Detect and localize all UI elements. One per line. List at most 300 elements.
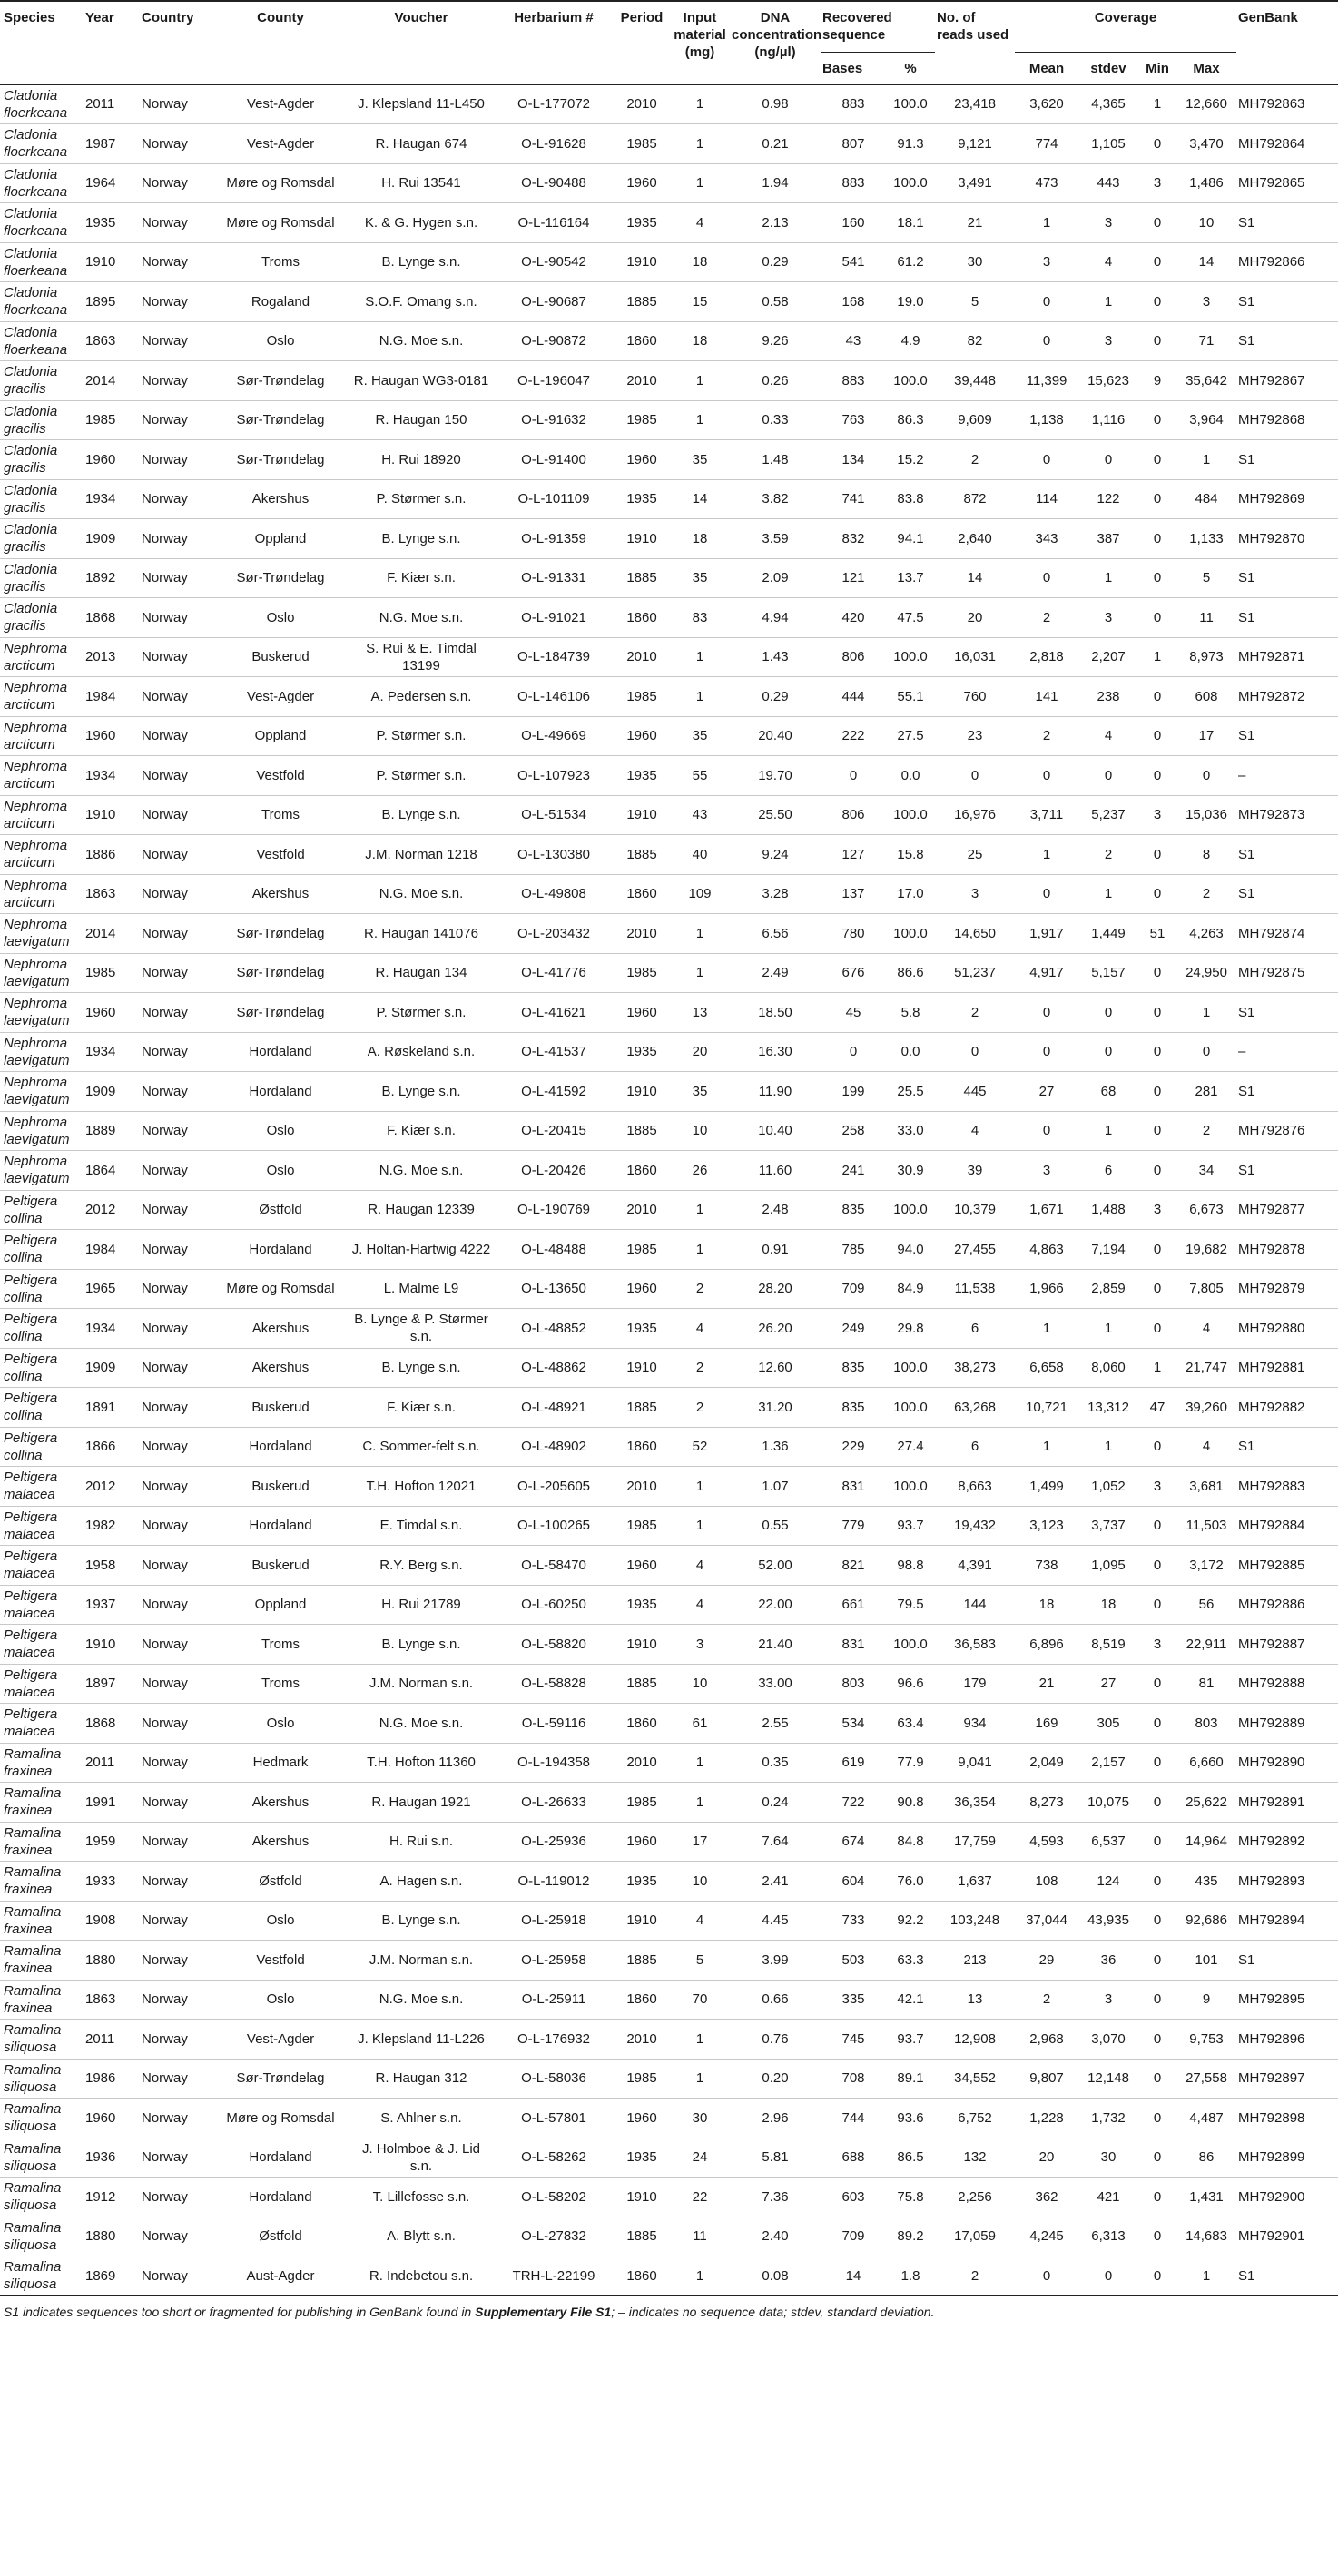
cell-input: 4 <box>670 1901 730 1941</box>
cell-period: 1885 <box>614 835 670 875</box>
cell-country: Norway <box>140 953 212 993</box>
cell-mean: 6,658 <box>1015 1348 1078 1388</box>
cell-mean: 108 <box>1015 1862 1078 1902</box>
cell-country: Norway <box>140 1269 212 1309</box>
cell-period: 1910 <box>614 1625 670 1665</box>
cell-input: 10 <box>670 1111 730 1151</box>
cell-max: 2 <box>1176 1111 1236 1151</box>
cell-reads: 4 <box>935 1111 1015 1151</box>
cell-year: 1985 <box>84 953 140 993</box>
cell-min: 0 <box>1138 321 1176 361</box>
cell-country: Norway <box>140 321 212 361</box>
cell-voucher: A. Blytt s.n. <box>349 2217 494 2256</box>
cell-stdev: 4 <box>1078 716 1138 756</box>
cell-year: 1866 <box>84 1427 140 1467</box>
cell-mean: 141 <box>1015 677 1078 717</box>
table-row <box>0 677 1338 717</box>
cell-percent: 55.1 <box>886 677 935 717</box>
cell-mean: 2 <box>1015 716 1078 756</box>
cell-voucher: R. Haugan 1921 <box>349 1783 494 1823</box>
cell-input: 30 <box>670 2099 730 2138</box>
cell-percent: 100.0 <box>886 1625 935 1665</box>
cell-country: Norway <box>140 2099 212 2138</box>
cell-dna: 2.55 <box>730 1704 821 1744</box>
cell-herbarium: O-L-58036 <box>494 2059 614 2099</box>
cell-voucher: J.M. Norman s.n. <box>349 1664 494 1704</box>
cell-stdev: 0 <box>1078 1032 1138 1072</box>
cell-period: 1985 <box>614 124 670 164</box>
cell-percent: 76.0 <box>886 1862 935 1902</box>
table-row <box>0 558 1338 598</box>
cell-county: Hordaland <box>212 2178 349 2217</box>
cell-max: 24,950 <box>1176 953 1236 993</box>
cell-stdev: 443 <box>1078 163 1138 203</box>
cell-stdev: 36 <box>1078 1941 1138 1981</box>
cell-county: Hedmark <box>212 1743 349 1783</box>
cell-country: Norway <box>140 361 212 401</box>
cell-percent: 75.8 <box>886 2178 935 2217</box>
cell-dna: 1.36 <box>730 1427 821 1467</box>
cell-period: 1935 <box>614 2138 670 2178</box>
cell-herbarium: O-L-59116 <box>494 1704 614 1744</box>
cell-herbarium: O-L-177072 <box>494 84 614 124</box>
cell-herbarium: O-L-119012 <box>494 1862 614 1902</box>
cell-voucher: P. Størmer s.n. <box>349 993 494 1033</box>
cell-dna: 3.82 <box>730 479 821 519</box>
cell-county: Sør-Trøndelag <box>212 993 349 1033</box>
cell-period: 1860 <box>614 2256 670 2296</box>
cell-stdev: 1,732 <box>1078 2099 1138 2138</box>
cell-bases: 199 <box>821 1072 886 1112</box>
cell-dna: 0.33 <box>730 400 821 440</box>
cell-reads: 20 <box>935 598 1015 638</box>
cell-dna: 0.58 <box>730 282 821 322</box>
cell-stdev: 6 <box>1078 1151 1138 1191</box>
cell-herbarium: O-L-58202 <box>494 2178 614 2217</box>
cell-county: Møre og Romsdal <box>212 1269 349 1309</box>
cell-herbarium: O-L-91632 <box>494 400 614 440</box>
cell-stdev: 68 <box>1078 1072 1138 1112</box>
cell-max: 4,487 <box>1176 2099 1236 2138</box>
cell-voucher: T. Lillefosse s.n. <box>349 2178 494 2217</box>
cell-year: 1864 <box>84 1151 140 1191</box>
cell-genbank: MH792868 <box>1236 400 1338 440</box>
cell-genbank: MH792894 <box>1236 1901 1338 1941</box>
cell-max: 17 <box>1176 716 1236 756</box>
cell-dna: 0.66 <box>730 1980 821 2020</box>
cell-dna: 9.24 <box>730 835 821 875</box>
footnote-text: S1 indicates sequences too short or fragmented for publishing in GenBank found in <box>4 2305 476 2319</box>
cell-max: 71 <box>1176 321 1236 361</box>
cell-country: Norway <box>140 993 212 1033</box>
cell-reads: 2 <box>935 993 1015 1033</box>
cell-min: 0 <box>1138 677 1176 717</box>
table-row <box>0 1980 1338 2020</box>
table-row <box>0 1309 1338 1349</box>
cell-herbarium: O-L-91331 <box>494 558 614 598</box>
cell-country: Norway <box>140 2217 212 2256</box>
cell-period: 1985 <box>614 1783 670 1823</box>
cell-genbank: MH792883 <box>1236 1467 1338 1507</box>
cell-species: Nephroma laevigatum <box>0 953 84 993</box>
cell-herbarium: O-L-27832 <box>494 2217 614 2256</box>
cell-country: Norway <box>140 716 212 756</box>
cell-country: Norway <box>140 400 212 440</box>
cell-year: 1910 <box>84 242 140 282</box>
cell-dna: 1.43 <box>730 637 821 677</box>
cell-bases: 619 <box>821 1743 886 1783</box>
cell-mean: 0 <box>1015 1111 1078 1151</box>
cell-genbank: MH792873 <box>1236 795 1338 835</box>
cell-period: 1910 <box>614 519 670 559</box>
cell-reads: 1,637 <box>935 1862 1015 1902</box>
cell-country: Norway <box>140 1467 212 1507</box>
cell-genbank: MH792898 <box>1236 2099 1338 2138</box>
cell-year: 1984 <box>84 677 140 717</box>
cell-genbank: MH792885 <box>1236 1546 1338 1586</box>
cell-min: 0 <box>1138 953 1176 993</box>
cell-county: Akershus <box>212 1783 349 1823</box>
cell-bases: 121 <box>821 558 886 598</box>
cell-reads: 27,455 <box>935 1230 1015 1270</box>
cell-bases: 688 <box>821 2138 886 2178</box>
cell-mean: 27 <box>1015 1072 1078 1112</box>
cell-country: Norway <box>140 1862 212 1902</box>
cell-genbank: S1 <box>1236 282 1338 322</box>
cell-county: Møre og Romsdal <box>212 203 349 243</box>
cell-year: 2014 <box>84 914 140 954</box>
table-row <box>0 2099 1338 2138</box>
cell-percent: 93.6 <box>886 2099 935 2138</box>
cell-stdev: 3 <box>1078 1980 1138 2020</box>
cell-year: 1909 <box>84 1348 140 1388</box>
cell-voucher: P. Størmer s.n. <box>349 716 494 756</box>
cell-dna: 12.60 <box>730 1348 821 1388</box>
cell-herbarium: O-L-48852 <box>494 1309 614 1349</box>
cell-reads: 17,759 <box>935 1822 1015 1862</box>
cell-country: Norway <box>140 84 212 124</box>
table-row <box>0 2178 1338 2217</box>
header-voucher: Voucher <box>349 1 494 84</box>
cell-stdev: 7,194 <box>1078 1230 1138 1270</box>
cell-year: 1909 <box>84 519 140 559</box>
cell-bases: 168 <box>821 282 886 322</box>
cell-bases: 779 <box>821 1506 886 1546</box>
cell-period: 1935 <box>614 479 670 519</box>
cell-input: 13 <box>670 993 730 1033</box>
cell-percent: 27.4 <box>886 1427 935 1467</box>
cell-bases: 722 <box>821 1783 886 1823</box>
cell-period: 1910 <box>614 242 670 282</box>
cell-reads: 6 <box>935 1427 1015 1467</box>
cell-min: 0 <box>1138 1111 1176 1151</box>
cell-period: 1960 <box>614 1546 670 1586</box>
cell-min: 0 <box>1138 2178 1176 2217</box>
cell-input: 52 <box>670 1427 730 1467</box>
cell-herbarium: O-L-190769 <box>494 1190 614 1230</box>
cell-voucher: H. Rui 13541 <box>349 163 494 203</box>
cell-voucher: B. Lynge s.n. <box>349 519 494 559</box>
table-row <box>0 835 1338 875</box>
cell-county: Akershus <box>212 1348 349 1388</box>
cell-county: Akershus <box>212 874 349 914</box>
cell-input: 1 <box>670 124 730 164</box>
cell-bases: 604 <box>821 1862 886 1902</box>
cell-period: 2010 <box>614 637 670 677</box>
cell-species: Nephroma laevigatum <box>0 1032 84 1072</box>
cell-dna: 0.24 <box>730 1783 821 1823</box>
cell-period: 1935 <box>614 756 670 796</box>
cell-mean: 1,917 <box>1015 914 1078 954</box>
cell-species: Cladonia gracilis <box>0 400 84 440</box>
cell-percent: 100.0 <box>886 1348 935 1388</box>
cell-max: 12,660 <box>1176 84 1236 124</box>
cell-country: Norway <box>140 1664 212 1704</box>
cell-bases: 249 <box>821 1309 886 1349</box>
cell-herbarium: O-L-91359 <box>494 519 614 559</box>
cell-reads: 3,491 <box>935 163 1015 203</box>
table-row <box>0 1506 1338 1546</box>
cell-country: Norway <box>140 2178 212 2217</box>
cell-period: 1885 <box>614 558 670 598</box>
cell-country: Norway <box>140 1151 212 1191</box>
cell-voucher: B. Lynge s.n. <box>349 795 494 835</box>
cell-country: Norway <box>140 914 212 954</box>
cell-mean: 774 <box>1015 124 1078 164</box>
cell-dna: 2.41 <box>730 1862 821 1902</box>
cell-species: Ramalina fraxinea <box>0 1862 84 1902</box>
cell-input: 40 <box>670 835 730 875</box>
cell-year: 1880 <box>84 1941 140 1981</box>
cell-voucher: J. Klepsland 11-L450 <box>349 84 494 124</box>
cell-voucher: R. Indebetou s.n. <box>349 2256 494 2296</box>
cell-max: 92,686 <box>1176 1901 1236 1941</box>
cell-period: 1860 <box>614 1704 670 1744</box>
cell-year: 1934 <box>84 1032 140 1072</box>
cell-year: 1985 <box>84 400 140 440</box>
cell-max: 0 <box>1176 756 1236 796</box>
cell-bases: 741 <box>821 479 886 519</box>
cell-input: 1 <box>670 637 730 677</box>
cell-max: 14,683 <box>1176 2217 1236 2256</box>
table-row <box>0 1190 1338 1230</box>
cell-input: 70 <box>670 1980 730 2020</box>
cell-min: 0 <box>1138 2138 1176 2178</box>
cell-bases: 835 <box>821 1190 886 1230</box>
cell-species: Cladonia floerkeana <box>0 282 84 322</box>
cell-mean: 1 <box>1015 835 1078 875</box>
cell-min: 0 <box>1138 835 1176 875</box>
cell-dna: 3.28 <box>730 874 821 914</box>
cell-max: 1,431 <box>1176 2178 1236 2217</box>
cell-country: Norway <box>140 1704 212 1744</box>
cell-input: 1 <box>670 953 730 993</box>
table-row <box>0 1743 1338 1783</box>
cell-max: 56 <box>1176 1585 1236 1625</box>
cell-year: 1991 <box>84 1783 140 1823</box>
cell-mean: 0 <box>1015 1032 1078 1072</box>
cell-mean: 8,273 <box>1015 1783 1078 1823</box>
cell-input: 22 <box>670 2178 730 2217</box>
cell-species: Ramalina fraxinea <box>0 1980 84 2020</box>
cell-herbarium: O-L-13650 <box>494 1269 614 1309</box>
cell-county: Akershus <box>212 1822 349 1862</box>
cell-period: 1860 <box>614 1151 670 1191</box>
cell-herbarium: O-L-58828 <box>494 1664 614 1704</box>
header-bases: Bases <box>821 52 886 84</box>
cell-voucher: B. Lynge s.n. <box>349 242 494 282</box>
cell-voucher: T.H. Hofton 12021 <box>349 1467 494 1507</box>
cell-max: 21,747 <box>1176 1348 1236 1388</box>
cell-min: 0 <box>1138 2099 1176 2138</box>
cell-country: Norway <box>140 1625 212 1665</box>
cell-stdev: 15,623 <box>1078 361 1138 401</box>
cell-percent: 89.2 <box>886 2217 935 2256</box>
cell-input: 5 <box>670 1941 730 1981</box>
cell-max: 1 <box>1176 2256 1236 2296</box>
cell-min: 3 <box>1138 163 1176 203</box>
cell-min: 0 <box>1138 2256 1176 2296</box>
cell-input: 1 <box>670 361 730 401</box>
cell-stdev: 1,052 <box>1078 1467 1138 1507</box>
cell-min: 0 <box>1138 440 1176 480</box>
cell-reads: 36,583 <box>935 1625 1015 1665</box>
cell-voucher: S. Rui & E. Timdal 13199 <box>349 637 494 677</box>
cell-bases: 661 <box>821 1585 886 1625</box>
cell-period: 1935 <box>614 1032 670 1072</box>
cell-period: 1860 <box>614 1427 670 1467</box>
cell-county: Hordaland <box>212 1072 349 1112</box>
cell-input: 1 <box>670 2059 730 2099</box>
cell-voucher: H. Rui s.n. <box>349 1822 494 1862</box>
cell-stdev: 1 <box>1078 282 1138 322</box>
cell-mean: 2,968 <box>1015 2020 1078 2060</box>
cell-dna: 28.20 <box>730 1269 821 1309</box>
cell-year: 1958 <box>84 1546 140 1586</box>
table-row <box>0 203 1338 243</box>
cell-dna: 3.59 <box>730 519 821 559</box>
cell-input: 4 <box>670 1309 730 1349</box>
cell-year: 1863 <box>84 874 140 914</box>
cell-mean: 738 <box>1015 1546 1078 1586</box>
cell-dna: 25.50 <box>730 795 821 835</box>
cell-min: 1 <box>1138 1348 1176 1388</box>
cell-reads: 23 <box>935 716 1015 756</box>
cell-bases: 821 <box>821 1546 886 1586</box>
cell-genbank: S1 <box>1236 2256 1338 2296</box>
cell-min: 0 <box>1138 2020 1176 2060</box>
cell-mean: 1 <box>1015 203 1078 243</box>
cell-mean: 0 <box>1015 2256 1078 2296</box>
table-row <box>0 1704 1338 1744</box>
footnote-supplementary-ref: Supplementary File S1 <box>475 2305 612 2319</box>
cell-dna: 33.00 <box>730 1664 821 1704</box>
cell-mean: 1,499 <box>1015 1467 1078 1507</box>
cell-year: 1909 <box>84 1072 140 1112</box>
cell-year: 1886 <box>84 835 140 875</box>
cell-herbarium: O-L-90542 <box>494 242 614 282</box>
cell-period: 1860 <box>614 321 670 361</box>
cell-bases: 709 <box>821 1269 886 1309</box>
cell-county: Oslo <box>212 1111 349 1151</box>
table-row <box>0 1269 1338 1309</box>
cell-genbank: MH792888 <box>1236 1664 1338 1704</box>
cell-reads: 21 <box>935 203 1015 243</box>
cell-period: 1960 <box>614 1269 670 1309</box>
cell-stdev: 1,488 <box>1078 1190 1138 1230</box>
cell-year: 1897 <box>84 1664 140 1704</box>
cell-country: Norway <box>140 637 212 677</box>
cell-voucher: R. Haugan 150 <box>349 400 494 440</box>
table-row <box>0 321 1338 361</box>
cell-max: 14 <box>1176 242 1236 282</box>
cell-dna: 18.50 <box>730 993 821 1033</box>
cell-stdev: 43,935 <box>1078 1901 1138 1941</box>
cell-bases: 835 <box>821 1348 886 1388</box>
cell-genbank: MH792897 <box>1236 2059 1338 2099</box>
cell-input: 1 <box>670 914 730 954</box>
cell-min: 0 <box>1138 1822 1176 1862</box>
cell-voucher: F. Kiær s.n. <box>349 1111 494 1151</box>
cell-species: Nephroma arcticum <box>0 756 84 796</box>
cell-county: Sør-Trøndelag <box>212 953 349 993</box>
cell-herbarium: O-L-90687 <box>494 282 614 322</box>
cell-mean: 0 <box>1015 282 1078 322</box>
cell-period: 1860 <box>614 598 670 638</box>
cell-reads: 0 <box>935 1032 1015 1072</box>
cell-country: Norway <box>140 1941 212 1981</box>
cell-herbarium: O-L-194358 <box>494 1743 614 1783</box>
cell-max: 484 <box>1176 479 1236 519</box>
cell-input: 24 <box>670 2138 730 2178</box>
cell-voucher: E. Timdal s.n. <box>349 1506 494 1546</box>
cell-min: 0 <box>1138 1506 1176 1546</box>
cell-max: 27,558 <box>1176 2059 1236 2099</box>
cell-species: Nephroma laevigatum <box>0 1072 84 1112</box>
cell-reads: 63,268 <box>935 1388 1015 1428</box>
cell-herbarium: O-L-100265 <box>494 1506 614 1546</box>
cell-stdev: 238 <box>1078 677 1138 717</box>
cell-input: 1 <box>670 1467 730 1507</box>
cell-voucher: N.G. Moe s.n. <box>349 1151 494 1191</box>
cell-voucher: F. Kiær s.n. <box>349 558 494 598</box>
cell-herbarium: O-L-184739 <box>494 637 614 677</box>
cell-reads: 4,391 <box>935 1546 1015 1586</box>
cell-herbarium: O-L-25918 <box>494 1901 614 1941</box>
cell-dna: 0.91 <box>730 1230 821 1270</box>
cell-dna: 2.09 <box>730 558 821 598</box>
cell-reads: 213 <box>935 1941 1015 1981</box>
cell-stdev: 1 <box>1078 1111 1138 1151</box>
cell-bases: 420 <box>821 598 886 638</box>
cell-period: 2010 <box>614 1743 670 1783</box>
cell-max: 6,673 <box>1176 1190 1236 1230</box>
cell-herbarium: O-L-57801 <box>494 2099 614 2138</box>
cell-voucher: N.G. Moe s.n. <box>349 598 494 638</box>
cell-county: Aust-Agder <box>212 2256 349 2296</box>
cell-genbank: S1 <box>1236 440 1338 480</box>
cell-species: Ramalina fraxinea <box>0 1941 84 1981</box>
cell-period: 1885 <box>614 282 670 322</box>
cell-dna: 11.60 <box>730 1151 821 1191</box>
cell-period: 1910 <box>614 2178 670 2217</box>
cell-mean: 4,863 <box>1015 1230 1078 1270</box>
cell-period: 1860 <box>614 1980 670 2020</box>
cell-percent: 17.0 <box>886 874 935 914</box>
cell-genbank: MH792892 <box>1236 1822 1338 1862</box>
header-percent: % <box>886 52 935 84</box>
cell-year: 1959 <box>84 1822 140 1862</box>
